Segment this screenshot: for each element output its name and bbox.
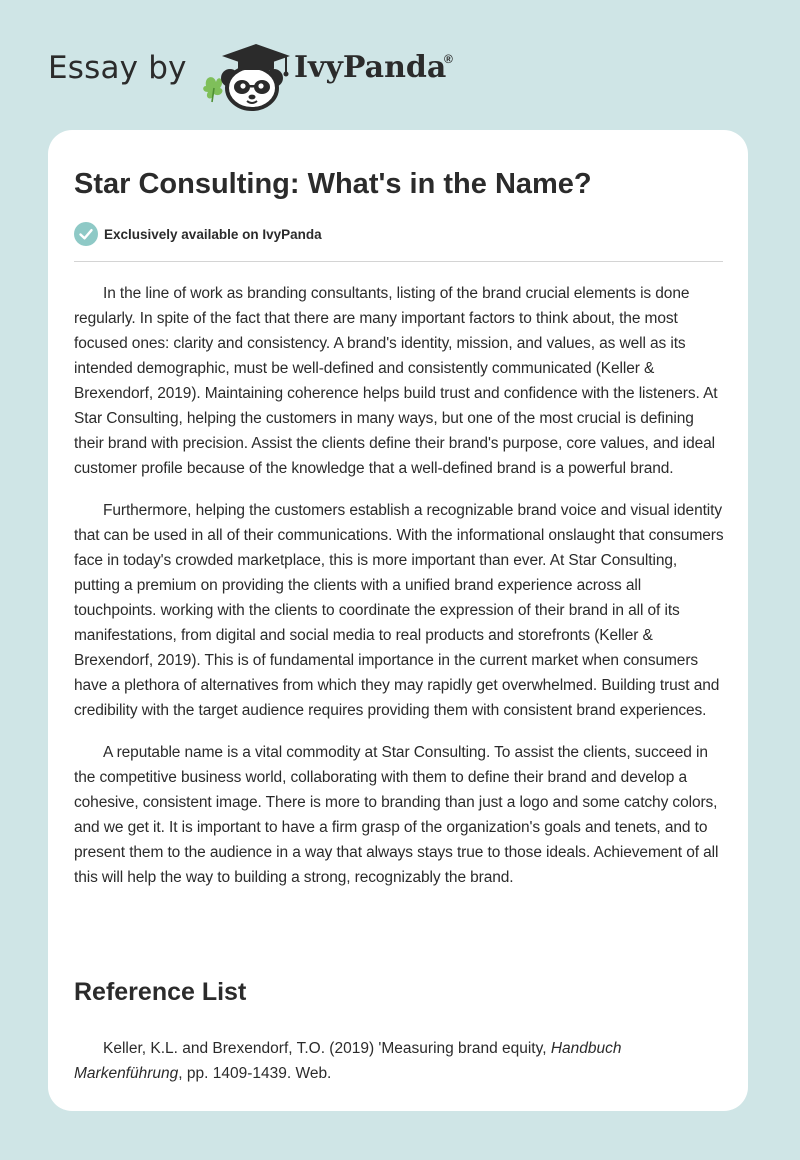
page-title: Star Consulting: What's in the Name? (74, 168, 592, 200)
panda-graduate-icon (200, 36, 296, 112)
check-circle-icon (74, 222, 98, 246)
reference-source: Handbuch Markenführung (74, 1040, 622, 1082)
reference-lead: Keller, K.L. and Brexendorf, T.O. (2019) 'Measuring brand equity, (103, 1040, 551, 1057)
registered-mark: ® (444, 52, 453, 66)
brand-name[interactable]: IvyPanda (294, 50, 447, 85)
site-header (0, 0, 800, 130)
paragraph: Furthermore, helping the customers establish a recognizable brand voice and visual identity that can be used in all of their communications. With the informational onslaught that consumers face in today's crowded marketplace, this is more important than ever. At Star Consulting, putting a premium on providing the clients with a unified brand experience across all touchpoints. working with the clients to coordinate the expression of their brand in all of its manifestations, from digital and social media to real products and storefronts (Keller & Brexendorf, 2019). This is of fundamental importance in the current market when consumers have a plethora of alternatives from which they may rapidly get overwhelmed. Building trust and credibility with the target audience requires providing them with consistent brand experiences. (74, 502, 724, 719)
brand-prefix: Essay by (48, 50, 187, 86)
reference-entry (74, 1036, 724, 1086)
badge-text: Exclusively available on IvyPanda (104, 226, 322, 242)
paragraph: A reputable name is a vital commodity at Star Consulting. To assist the clients, succeed in the competitive business world, collaborating with them to define their brand and develop a cohesive, consistent image. There is more to branding than just a logo and some catchy colors, and we get it. It is important to have a firm grasp of the organization's goals and tenets, and to present them to the audience in a way that always stays true to those ideals. Achievement of all this will help the way to building a strong, recognizably the brand. (74, 744, 719, 886)
exclusive-badge (74, 222, 322, 246)
essay-body (74, 281, 724, 907)
reference-tail: , pp. 1409-1439. Web. (178, 1065, 332, 1082)
paragraph: In the line of work as branding consultants, listing of the brand crucial elements is done regularly. In spite of the fact that there are many important factors to think about, the most focused ones: clarity and consistency. A brand's identity, mission, and values, as well as its intended demographic, must be well-defined and consistently communicated (Keller & Brexendorf, 2019). Maintaining coherence helps build trust and confidence with the listeners. At Star Consulting, helping the customers in many ways, but one of the most crucial is defining their brand with precision. Assist the clients define their brand's purpose, core values, and ideal customer profile because of the knowledge that a well-defined brand is a powerful brand. (74, 285, 718, 477)
reference-list-heading: Reference List (74, 978, 247, 1006)
essay-card (48, 130, 748, 1111)
divider (74, 261, 723, 262)
